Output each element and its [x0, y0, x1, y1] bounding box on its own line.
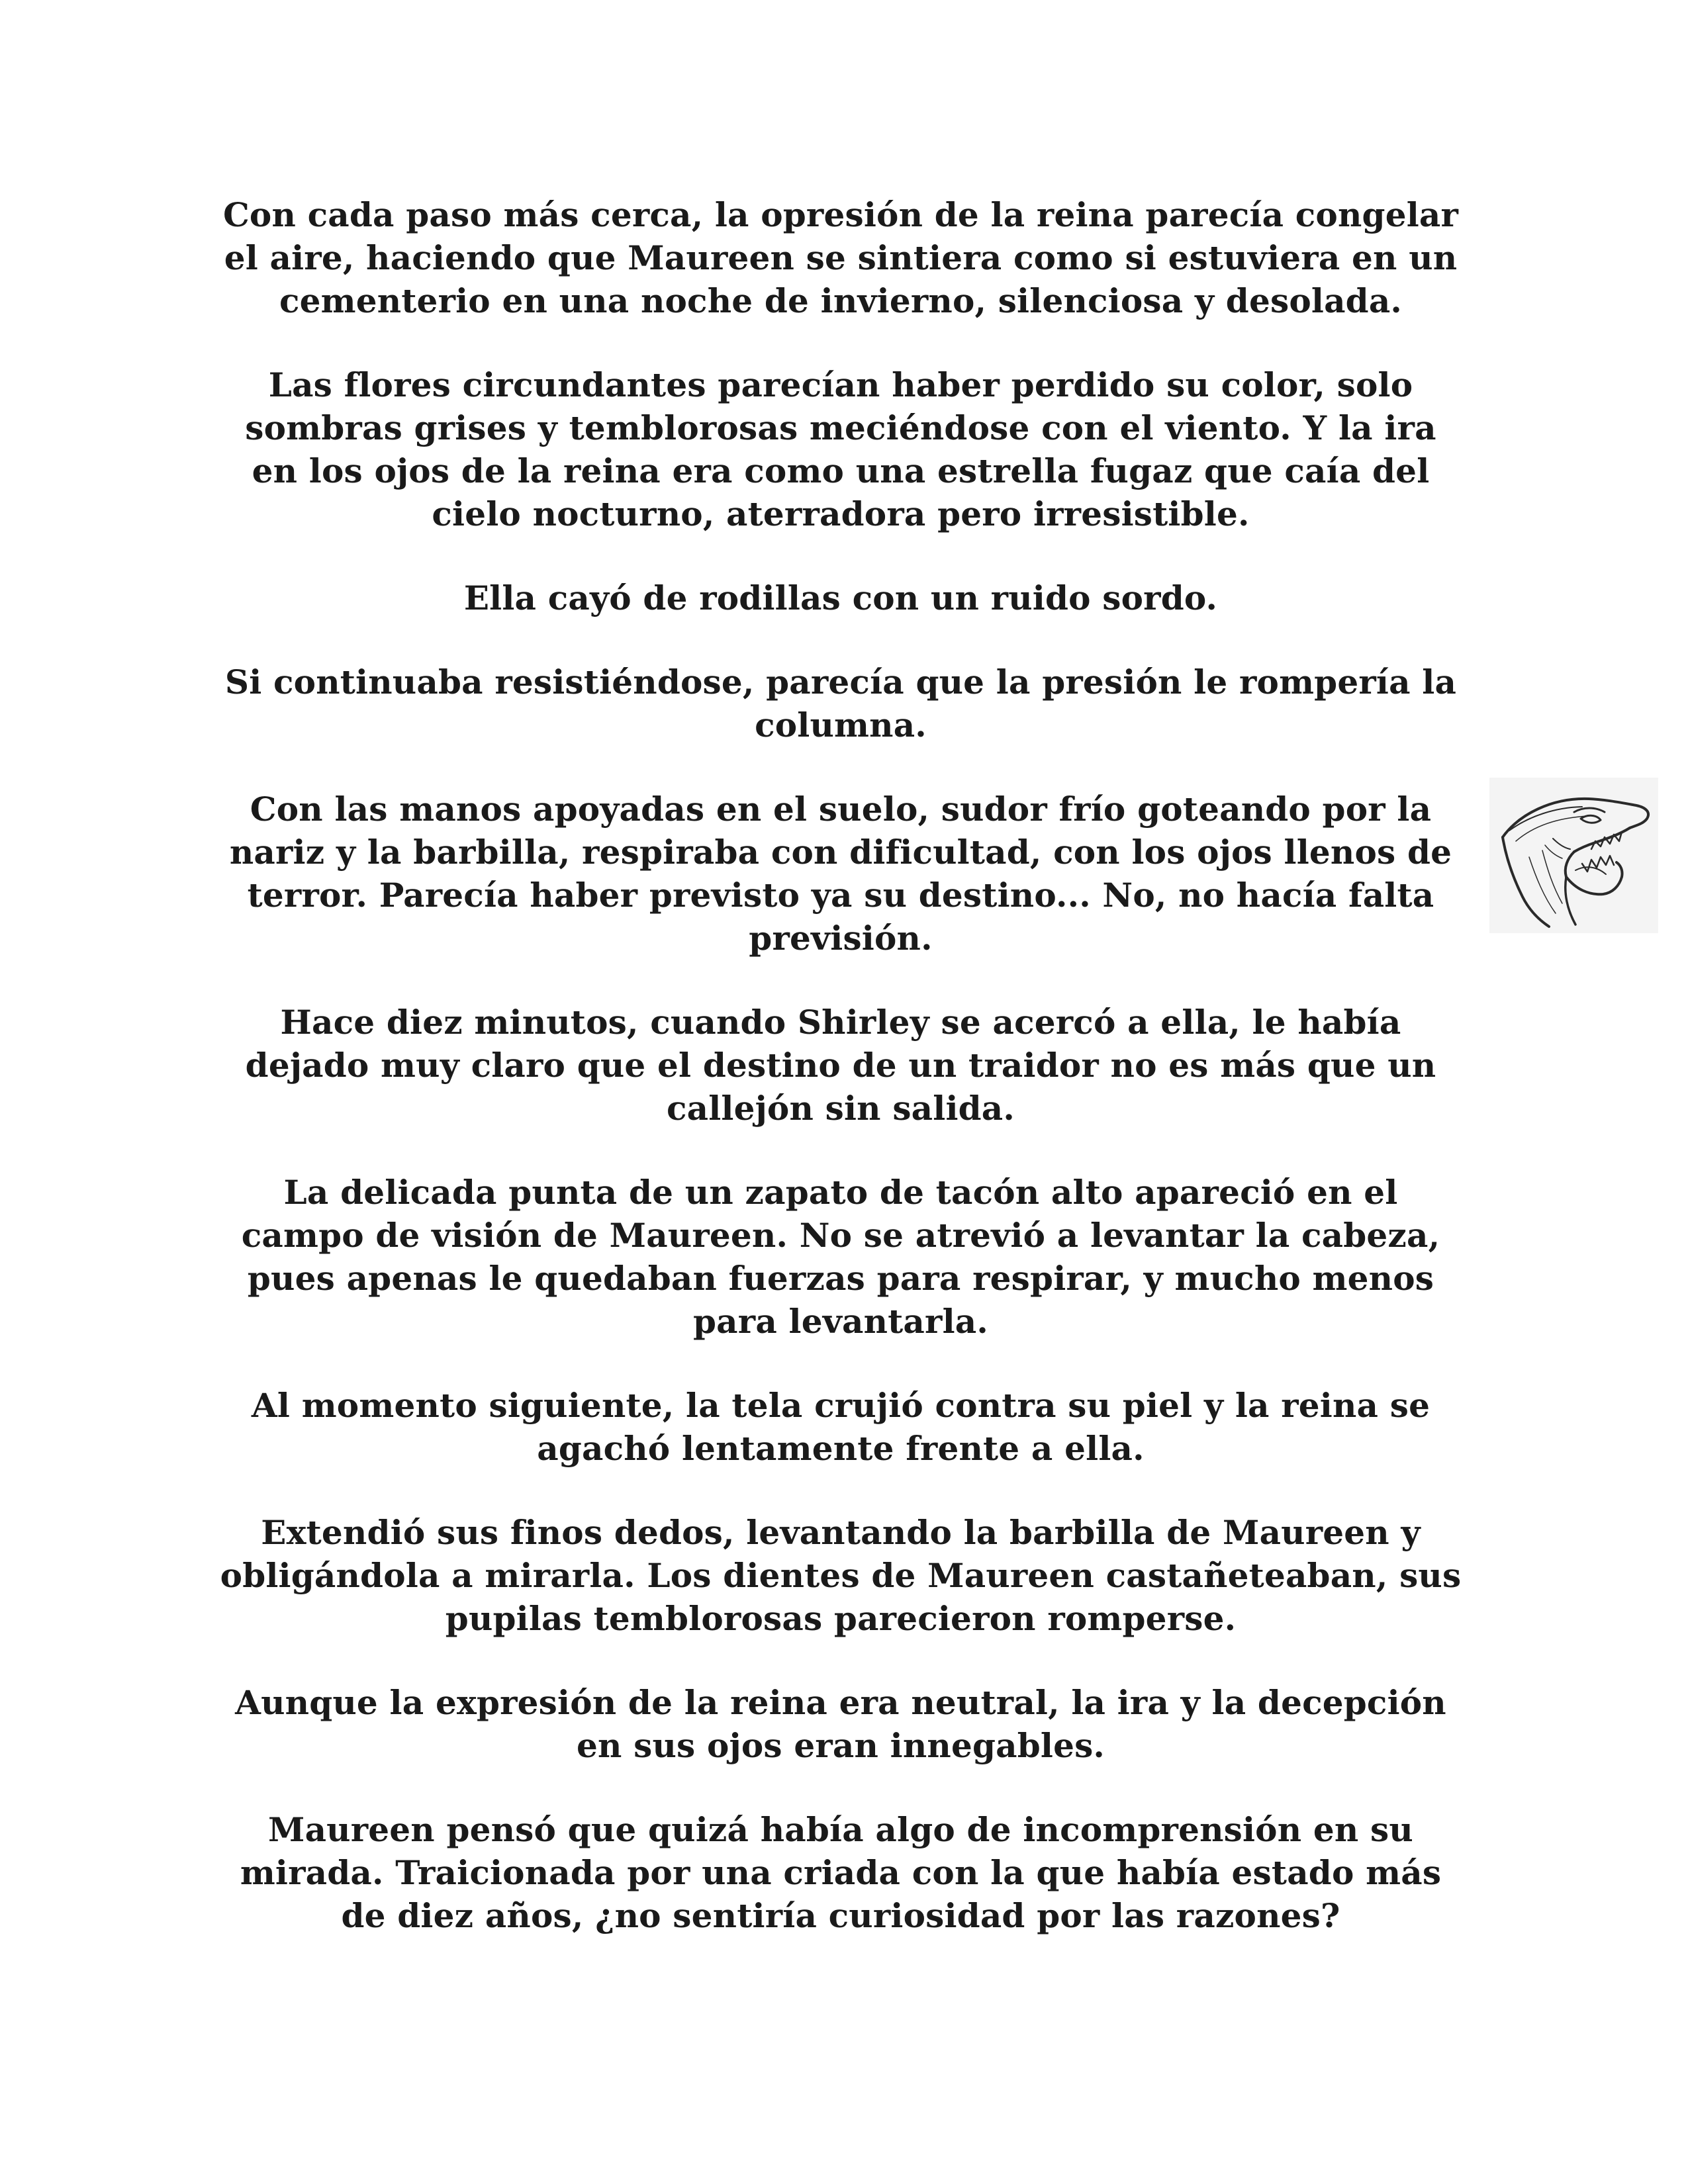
paragraph-10: Aunque la expresión de la reina era neutral, la ira y la decepción en sus ojos eran innegables.: [235, 1683, 1446, 1765]
paragraph-5: Con las manos apoyadas en el suelo, sudor frío goteando por la nariz y la barbilla, respiraba con dificultad, con los ojos llenos de terror. Parecía haber previsto ya su destino... No, no hacía falta previsión.: [229, 790, 1452, 958]
story-text: [218, 193, 1463, 1978]
paragraph-6: Hace diez minutos, cuando Shirley se acercó a ella, le había dejado muy claro que el destino de un traidor no es más que un callejón sin salida.: [245, 1003, 1436, 1128]
paragraph-7: La delicada punta de un zapato de tacón alto apareció en el campo de visión de Maureen. No se atrevió a levantar la cabeza, pues apenas le quedaban fuerzas para respirar, y mucho menos para levantarla.: [241, 1173, 1440, 1341]
paragraph-8: Al momento siguiente, la tela crujió contra su piel y la reina se agachó lentamente frente a ella.: [251, 1386, 1430, 1468]
paragraph-3: Ella cayó de rodillas con un ruido sordo.: [463, 578, 1218, 617]
paragraph-9: Extendió sus finos dedos, levantando la barbilla de Maureen y obligándola a mirarla. Los dientes de Maureen castañeteaban, sus pupilas temblorosas parecieron romperse.: [220, 1513, 1462, 1638]
paragraph-1: Con cada paso más cerca, la opresión de la reina parecía congelar el aire, haciendo que Maureen se sintiera como si estuviera en un cementerio en una noche de invierno, silenciosa y desolada.: [222, 195, 1459, 320]
paragraph-11: Maureen pensó que quizá había algo de incomprensión en su mirada. Traicionada por una criada con la que había estado más de diez años, ¿no sentiría curiosidad por las razones?: [240, 1810, 1442, 1935]
paragraph-4: Si continuaba resistiéndose, parecía que la presión le rompería la columna.: [224, 662, 1457, 745]
paragraph-2: Las flores circundantes parecían haber perdido su color, solo sombras grises y temblorosas meciéndose con el viento. Y la ira en los ojos de la reina era como una estrella fugaz que caía del cielo nocturno, aterradora pero irresistible.: [245, 365, 1436, 533]
dinosaur-head-icon: [1489, 778, 1658, 933]
